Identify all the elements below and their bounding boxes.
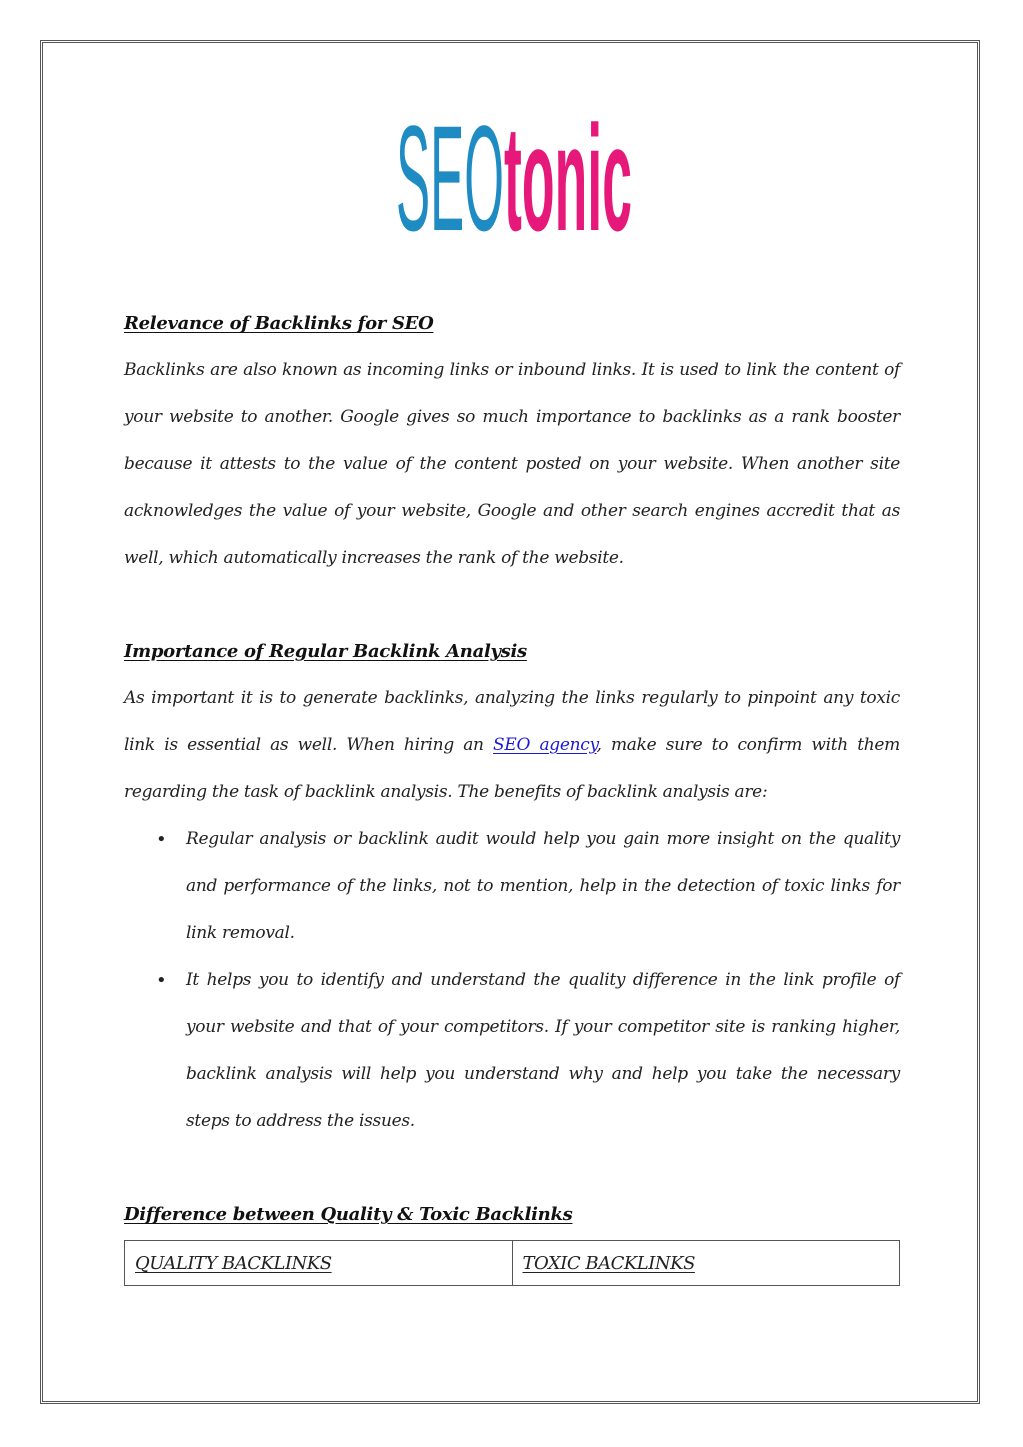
seotonic-logo	[396, 108, 636, 238]
backlinks-comparison-table	[124, 1240, 900, 1286]
importance-paragraph	[124, 675, 900, 816]
table-header-toxic: TOXIC BACKLINKS	[512, 1241, 900, 1286]
document-body	[124, 300, 900, 1286]
benefits-list	[124, 816, 900, 1145]
relevance-paragraph: Backlinks are also known as incoming links or inbound links. It is used to link the content of your website to another. Google gives so much importance to backlinks as a rank booster because it attests to the value of the content posted on your website. When another site acknowledges the value of your website, Google and other search engines accredit that as well, which automatically increases the rank of the website.	[124, 360, 900, 568]
list-item	[156, 816, 900, 957]
svg-text:tonic: tonic	[504, 108, 632, 238]
section-heading-relevance: Relevance of Backlinks for SEO	[124, 313, 434, 334]
section-heading-difference: Difference between Quality & Toxic Backlinks	[124, 1204, 573, 1225]
importance-text-after-link: , make sure to confirm with them regarding the task of backlink analysis. The benefits of backlink analysis are:	[124, 735, 901, 802]
bullet-text: It helps you to identify and understand the quality difference in the link profile of your website and that of your competitors. If your competitor site is ranking higher, backlink analysis will help you understand why and help you take the necessary steps to address the issues.	[186, 970, 900, 1131]
list-item	[156, 957, 900, 1145]
section-heading-importance: Importance of Regular Backlink Analysis	[124, 641, 527, 662]
importance-text-before-link: As important it is to generate backlinks, analyzing the links regularly to pinpoint any toxic link is essential as well. When hiring an	[124, 688, 900, 755]
svg-text:SEO: SEO	[396, 108, 504, 238]
seo-agency-link[interactable]: SEO agency	[493, 735, 597, 755]
table-header-row	[125, 1241, 900, 1286]
bullet-icon: •	[156, 970, 167, 991]
table-header-quality: QUALITY BACKLINKS	[125, 1241, 513, 1286]
bullet-text: Regular analysis or backlink audit would help you gain more insight on the quality and performance of the links, not to mention, help in the detection of toxic links for link removal.	[186, 829, 900, 943]
bullet-icon: •	[156, 829, 167, 850]
